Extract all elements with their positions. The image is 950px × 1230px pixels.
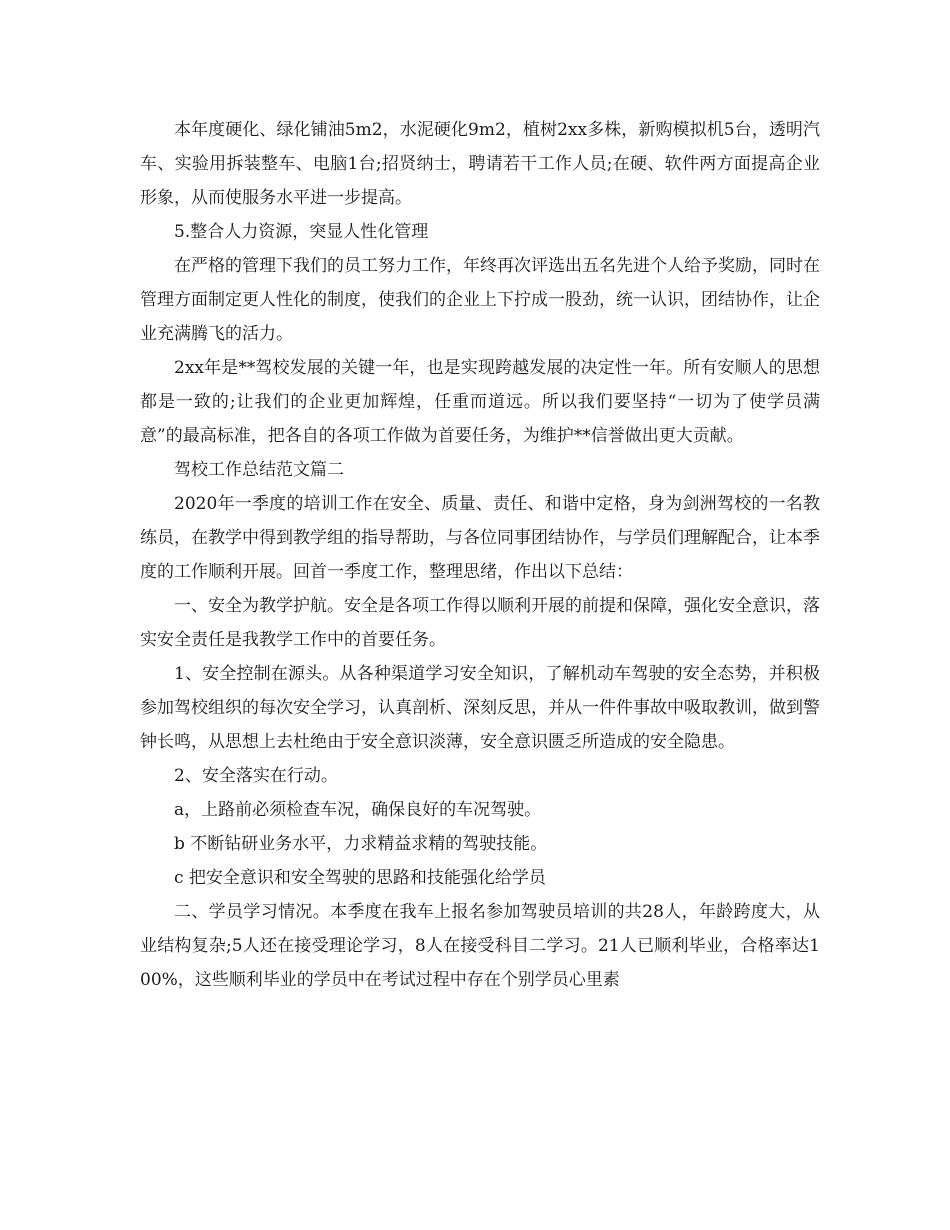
- heading-hr-management: 5.整合人力资源，突显人性化管理: [174, 222, 429, 242]
- heading-article-two: 驾校工作总结范文篇二: [174, 460, 344, 480]
- list-item-a: a，上路前必须检查车况，确保良好的车况驾驶。: [174, 800, 542, 820]
- list-item-b: b 不断钻研业务水平，力求精益求精的驾驶技能。: [174, 834, 548, 854]
- paragraph-safety-action: 2、安全落实在行动。: [174, 766, 338, 786]
- paragraph-safety-source: 1、安全控制在源头。从各种渠道学习安全知识，了解机动车驾驶的安全态势，并积极参加驾校组织的每次安全学习，认真剖析、深刻反思，并从一件件事故中吸取教训，做到警钟长鸣，从思想上去杜绝由于安全意识淡薄，安全意识匮乏所造成的安全隐患。: [140, 664, 820, 752]
- paragraph-intro-2020: 2020年一季度的培训工作在安全、质量、责任、和谐中定格，身为剑洲驾校的一名教练员，在教学中得到教学组的指导帮助，与各位同事团结协作，与学员们理解配合，让本季度的工作顺利开展。回首一季度工作，整理思绪，作出以下总结：: [140, 494, 820, 582]
- paragraph-staff: 在严格的管理下我们的员工努力工作，年终再次评选出五名先进个人给予奖励，同时在管理方面制定更人性化的制度，使我们的企业上下拧成一股劲，统一认识，团结协作，让企业充满腾飞的活力。: [140, 256, 820, 344]
- paragraph-safety: 一、安全为教学护航。安全是各项工作得以顺利开展的前提和保障，强化安全意识，落实安全责任是我教学工作中的首要任务。: [140, 596, 820, 650]
- document-body: [140, 113, 820, 997]
- paragraph-facilities: 本年度硬化、绿化铺油5m2，水泥硬化9m2，植树2xx多株，新购模拟机5台，透明汽车、实验用拆装整车、电脑1台;招贤纳士，聘请若干工作人员;在硬、软件两方面提高企业形象，从而使服务水平进一步提高。: [140, 120, 820, 208]
- list-item-c: c 把安全意识和安全驾驶的思路和技能强化给学员: [174, 868, 546, 888]
- paragraph-students: 二、学员学习情况。本季度在我车上报名参加驾驶员培训的共28人，年龄跨度大，从业结构复杂;5人还在接受理论学习，8人在接受科目二学习。21人已顺利毕业，合格率达100%，这些顺利毕业的学员中在考试过程中存在个别学员心里素: [140, 902, 820, 990]
- paragraph-key-year: 2xx年是**驾校发展的关键一年，也是实现跨越发展的决定性一年。所有安顺人的思想都是一致的;让我们的企业更加辉煌，任重而道远。所以我们要坚持“一切为了使学员满意”的最高标准，把各自的各项工作做为首要任务，为维护**信誉做出更大贡献。: [140, 358, 820, 446]
